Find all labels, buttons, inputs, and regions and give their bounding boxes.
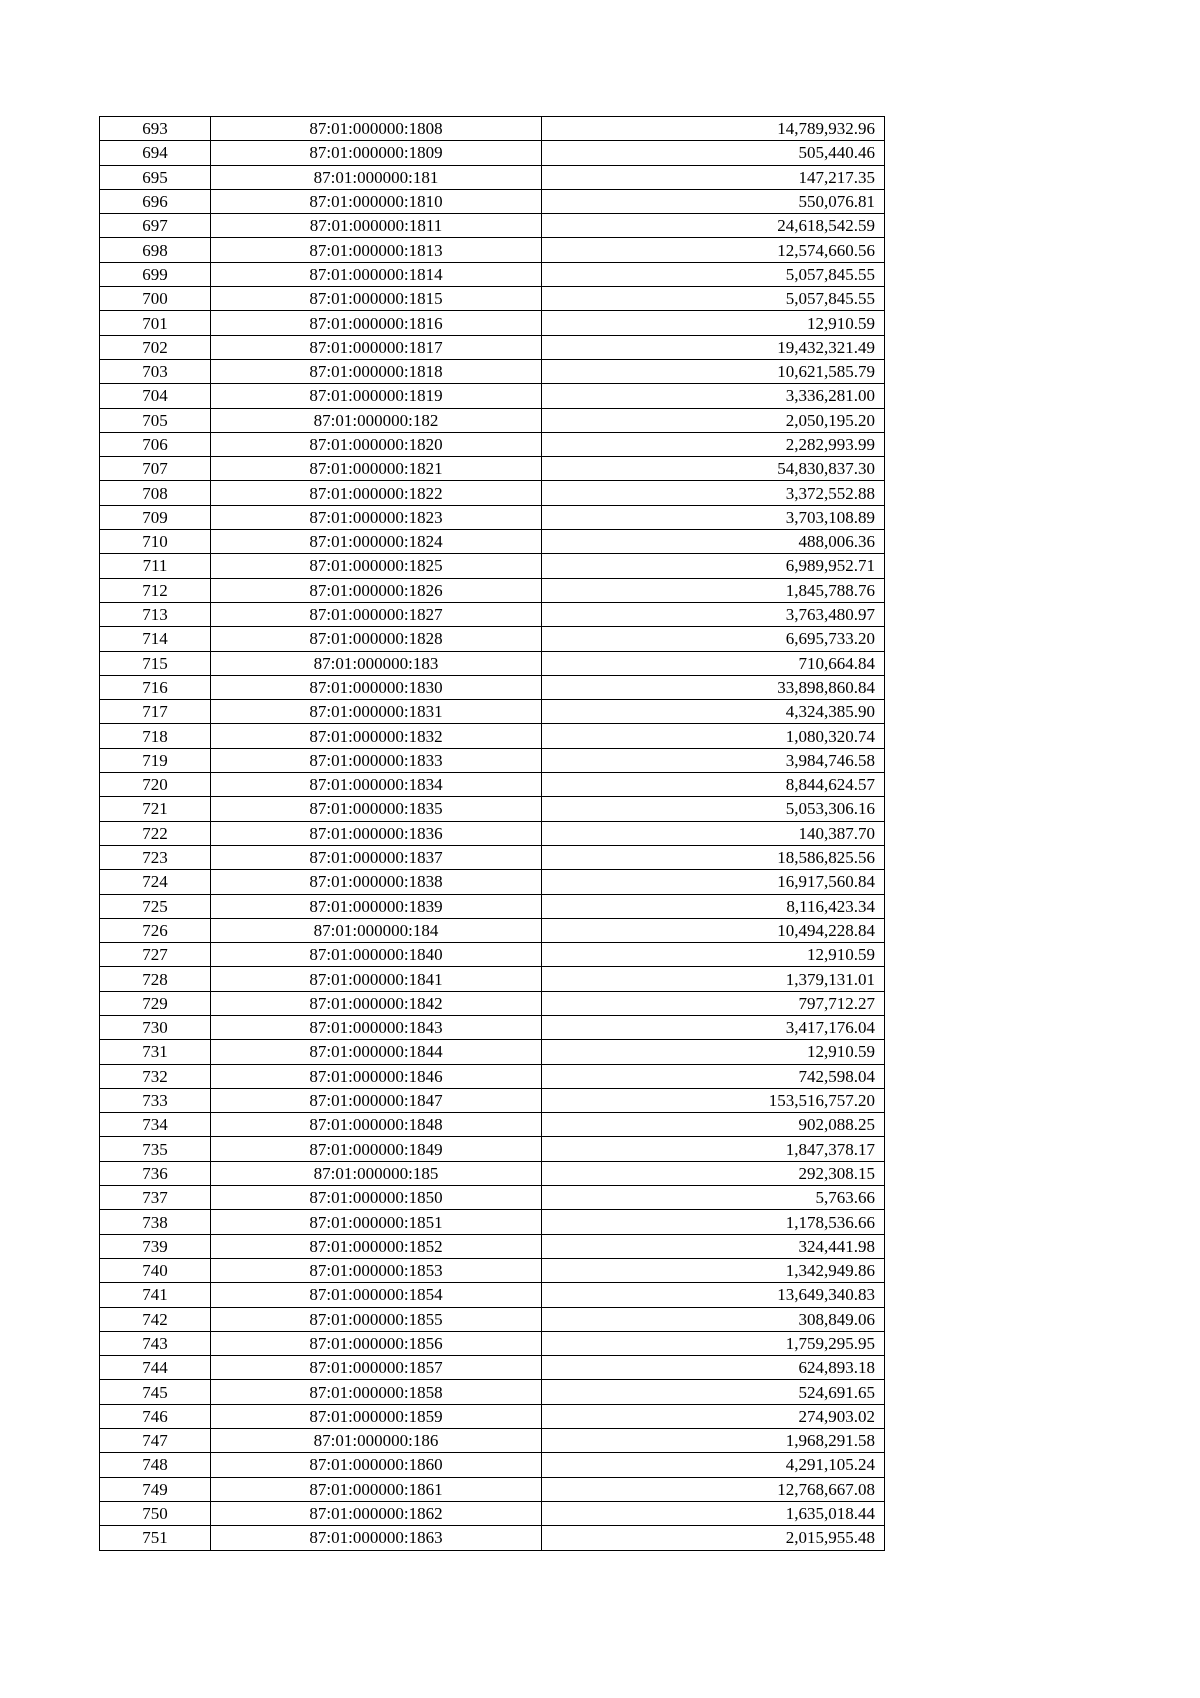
table-row	[100, 1234, 885, 1258]
row-number-cell: 740	[100, 1258, 211, 1282]
row-number-cell: 720	[100, 773, 211, 797]
row-number-cell: 722	[100, 821, 211, 845]
cadastral-id-cell: 87:01:000000:1816	[211, 311, 542, 335]
row-number-cell: 697	[100, 214, 211, 238]
value-cell: 4,324,385.90	[542, 700, 885, 724]
table-row	[100, 943, 885, 967]
table-row	[100, 845, 885, 869]
row-number-cell: 698	[100, 238, 211, 262]
cadastral-id-cell: 87:01:000000:1848	[211, 1113, 542, 1137]
row-number-cell: 693	[100, 117, 211, 141]
value-cell: 2,282,993.99	[542, 432, 885, 456]
value-cell: 902,088.25	[542, 1113, 885, 1137]
cadastral-id-cell: 87:01:000000:1814	[211, 262, 542, 286]
cadastral-id-cell: 87:01:000000:1857	[211, 1356, 542, 1380]
value-cell: 10,621,585.79	[542, 359, 885, 383]
row-number-cell: 727	[100, 943, 211, 967]
row-number-cell: 705	[100, 408, 211, 432]
cadastral-id-cell: 87:01:000000:1843	[211, 1015, 542, 1039]
cadastral-id-cell: 87:01:000000:1859	[211, 1404, 542, 1428]
cadastral-id-cell: 87:01:000000:1832	[211, 724, 542, 748]
table-row	[100, 141, 885, 165]
table-row	[100, 578, 885, 602]
value-cell: 5,057,845.55	[542, 287, 885, 311]
row-number-cell: 749	[100, 1477, 211, 1501]
cadastral-id-cell: 87:01:000000:181	[211, 165, 542, 189]
value-cell: 524,691.65	[542, 1380, 885, 1404]
row-number-cell: 742	[100, 1307, 211, 1331]
cadastral-id-cell: 87:01:000000:1817	[211, 335, 542, 359]
value-cell: 1,080,320.74	[542, 724, 885, 748]
cadastral-id-cell: 87:01:000000:1860	[211, 1453, 542, 1477]
value-cell: 147,217.35	[542, 165, 885, 189]
data-table	[99, 116, 885, 1551]
cadastral-id-cell: 87:01:000000:1824	[211, 530, 542, 554]
cadastral-id-cell: 87:01:000000:1844	[211, 1040, 542, 1064]
cadastral-id-cell: 87:01:000000:1841	[211, 967, 542, 991]
value-cell: 13,649,340.83	[542, 1283, 885, 1307]
cadastral-id-cell: 87:01:000000:182	[211, 408, 542, 432]
table-row	[100, 1137, 885, 1161]
table-row	[100, 214, 885, 238]
value-cell: 5,057,845.55	[542, 262, 885, 286]
value-cell: 3,372,552.88	[542, 481, 885, 505]
value-cell: 6,989,952.71	[542, 554, 885, 578]
table-row	[100, 1258, 885, 1282]
table-row	[100, 1404, 885, 1428]
table-row	[100, 530, 885, 554]
value-cell: 10,494,228.84	[542, 918, 885, 942]
table-row	[100, 1113, 885, 1137]
table-row	[100, 432, 885, 456]
cadastral-id-cell: 87:01:000000:1818	[211, 359, 542, 383]
cadastral-id-cell: 87:01:000000:1839	[211, 894, 542, 918]
row-number-cell: 735	[100, 1137, 211, 1161]
value-cell: 1,178,536.66	[542, 1210, 885, 1234]
value-cell: 3,703,108.89	[542, 505, 885, 529]
row-number-cell: 734	[100, 1113, 211, 1137]
value-cell: 8,844,624.57	[542, 773, 885, 797]
value-cell: 274,903.02	[542, 1404, 885, 1428]
table-row	[100, 505, 885, 529]
cadastral-id-cell: 87:01:000000:1849	[211, 1137, 542, 1161]
row-number-cell: 717	[100, 700, 211, 724]
row-number-cell: 748	[100, 1453, 211, 1477]
row-number-cell: 702	[100, 335, 211, 359]
value-cell: 1,759,295.95	[542, 1331, 885, 1355]
value-cell: 550,076.81	[542, 189, 885, 213]
cadastral-id-cell: 87:01:000000:1825	[211, 554, 542, 578]
row-number-cell: 743	[100, 1331, 211, 1355]
table-row	[100, 724, 885, 748]
cadastral-id-cell: 87:01:000000:1833	[211, 748, 542, 772]
cadastral-id-cell: 87:01:000000:1821	[211, 457, 542, 481]
table-row	[100, 1429, 885, 1453]
row-number-cell: 715	[100, 651, 211, 675]
cadastral-id-cell: 87:01:000000:1820	[211, 432, 542, 456]
table-row	[100, 1210, 885, 1234]
cadastral-id-cell: 87:01:000000:1815	[211, 287, 542, 311]
table-row	[100, 894, 885, 918]
value-cell: 710,664.84	[542, 651, 885, 675]
cadastral-id-cell: 87:01:000000:183	[211, 651, 542, 675]
row-number-cell: 723	[100, 845, 211, 869]
table-row	[100, 1307, 885, 1331]
table-row	[100, 408, 885, 432]
cadastral-id-cell: 87:01:000000:1851	[211, 1210, 542, 1234]
cadastral-id-cell: 87:01:000000:1834	[211, 773, 542, 797]
value-cell: 8,116,423.34	[542, 894, 885, 918]
value-cell: 12,574,660.56	[542, 238, 885, 262]
value-cell: 33,898,860.84	[542, 675, 885, 699]
row-number-cell: 726	[100, 918, 211, 942]
table-body	[100, 117, 885, 1551]
row-number-cell: 738	[100, 1210, 211, 1234]
cadastral-id-cell: 87:01:000000:1855	[211, 1307, 542, 1331]
table-row	[100, 457, 885, 481]
value-cell: 12,910.59	[542, 1040, 885, 1064]
row-number-cell: 714	[100, 627, 211, 651]
value-cell: 3,417,176.04	[542, 1015, 885, 1039]
value-cell: 12,910.59	[542, 311, 885, 335]
table-row	[100, 1477, 885, 1501]
value-cell: 6,695,733.20	[542, 627, 885, 651]
cadastral-id-cell: 87:01:000000:1810	[211, 189, 542, 213]
row-number-cell: 731	[100, 1040, 211, 1064]
row-number-cell: 713	[100, 602, 211, 626]
row-number-cell: 696	[100, 189, 211, 213]
table-row	[100, 1380, 885, 1404]
cadastral-id-cell: 87:01:000000:1828	[211, 627, 542, 651]
row-number-cell: 745	[100, 1380, 211, 1404]
value-cell: 4,291,105.24	[542, 1453, 885, 1477]
cadastral-id-cell: 87:01:000000:185	[211, 1161, 542, 1185]
cadastral-id-cell: 87:01:000000:1863	[211, 1526, 542, 1550]
value-cell: 624,893.18	[542, 1356, 885, 1380]
table-row	[100, 335, 885, 359]
row-number-cell: 701	[100, 311, 211, 335]
table-row	[100, 602, 885, 626]
row-number-cell: 703	[100, 359, 211, 383]
row-number-cell: 711	[100, 554, 211, 578]
value-cell: 1,635,018.44	[542, 1501, 885, 1525]
row-number-cell: 736	[100, 1161, 211, 1185]
cadastral-id-cell: 87:01:000000:1846	[211, 1064, 542, 1088]
row-number-cell: 700	[100, 287, 211, 311]
cadastral-id-cell: 87:01:000000:1826	[211, 578, 542, 602]
value-cell: 54,830,837.30	[542, 457, 885, 481]
table-row	[100, 1186, 885, 1210]
value-cell: 140,387.70	[542, 821, 885, 845]
row-number-cell: 747	[100, 1429, 211, 1453]
cadastral-id-cell: 87:01:000000:1808	[211, 117, 542, 141]
cadastral-id-cell: 87:01:000000:1852	[211, 1234, 542, 1258]
row-number-cell: 746	[100, 1404, 211, 1428]
table-row	[100, 1526, 885, 1550]
cadastral-id-cell: 87:01:000000:1837	[211, 845, 542, 869]
row-number-cell: 709	[100, 505, 211, 529]
value-cell: 1,847,378.17	[542, 1137, 885, 1161]
table-row	[100, 359, 885, 383]
row-number-cell: 707	[100, 457, 211, 481]
table-row	[100, 797, 885, 821]
row-number-cell: 744	[100, 1356, 211, 1380]
table-row	[100, 967, 885, 991]
cadastral-id-cell: 87:01:000000:1842	[211, 991, 542, 1015]
cadastral-id-cell: 87:01:000000:184	[211, 918, 542, 942]
value-cell: 1,342,949.86	[542, 1258, 885, 1282]
row-number-cell: 732	[100, 1064, 211, 1088]
row-number-cell: 719	[100, 748, 211, 772]
table-row	[100, 1283, 885, 1307]
value-cell: 153,516,757.20	[542, 1088, 885, 1112]
cadastral-id-cell: 87:01:000000:1853	[211, 1258, 542, 1282]
table-row	[100, 700, 885, 724]
cadastral-id-cell: 87:01:000000:1813	[211, 238, 542, 262]
table-row	[100, 238, 885, 262]
row-number-cell: 737	[100, 1186, 211, 1210]
value-cell: 797,712.27	[542, 991, 885, 1015]
value-cell: 308,849.06	[542, 1307, 885, 1331]
row-number-cell: 730	[100, 1015, 211, 1039]
row-number-cell: 725	[100, 894, 211, 918]
cadastral-id-cell: 87:01:000000:1850	[211, 1186, 542, 1210]
table-row	[100, 384, 885, 408]
row-number-cell: 739	[100, 1234, 211, 1258]
table-row	[100, 1015, 885, 1039]
value-cell: 2,015,955.48	[542, 1526, 885, 1550]
cadastral-id-cell: 87:01:000000:1822	[211, 481, 542, 505]
value-cell: 1,968,291.58	[542, 1429, 885, 1453]
cadastral-id-cell: 87:01:000000:1823	[211, 505, 542, 529]
value-cell: 12,768,667.08	[542, 1477, 885, 1501]
row-number-cell: 721	[100, 797, 211, 821]
table-row	[100, 918, 885, 942]
row-number-cell: 733	[100, 1088, 211, 1112]
cadastral-id-cell: 87:01:000000:1819	[211, 384, 542, 408]
table-row	[100, 773, 885, 797]
table-row	[100, 1453, 885, 1477]
table-row	[100, 189, 885, 213]
table-row	[100, 1331, 885, 1355]
value-cell: 324,441.98	[542, 1234, 885, 1258]
value-cell: 24,618,542.59	[542, 214, 885, 238]
value-cell: 505,440.46	[542, 141, 885, 165]
table-row	[100, 1161, 885, 1185]
cadastral-id-cell: 87:01:000000:1856	[211, 1331, 542, 1355]
table-row	[100, 481, 885, 505]
value-cell: 3,763,480.97	[542, 602, 885, 626]
cadastral-id-cell: 87:01:000000:1847	[211, 1088, 542, 1112]
row-number-cell: 750	[100, 1501, 211, 1525]
table-row	[100, 748, 885, 772]
row-number-cell: 712	[100, 578, 211, 602]
cadastral-id-cell: 87:01:000000:1811	[211, 214, 542, 238]
value-cell: 1,379,131.01	[542, 967, 885, 991]
cadastral-id-cell: 87:01:000000:1827	[211, 602, 542, 626]
value-cell: 292,308.15	[542, 1161, 885, 1185]
row-number-cell: 694	[100, 141, 211, 165]
table-row	[100, 1501, 885, 1525]
table-row	[100, 117, 885, 141]
table-row	[100, 1064, 885, 1088]
cadastral-id-cell: 87:01:000000:1861	[211, 1477, 542, 1501]
table-row	[100, 1088, 885, 1112]
cadastral-id-cell: 87:01:000000:1809	[211, 141, 542, 165]
value-cell: 5,763.66	[542, 1186, 885, 1210]
row-number-cell: 724	[100, 870, 211, 894]
cadastral-id-cell: 87:01:000000:1836	[211, 821, 542, 845]
table-row	[100, 627, 885, 651]
row-number-cell: 741	[100, 1283, 211, 1307]
cadastral-id-cell: 87:01:000000:1854	[211, 1283, 542, 1307]
row-number-cell: 751	[100, 1526, 211, 1550]
table-row	[100, 1040, 885, 1064]
table-row	[100, 1356, 885, 1380]
value-cell: 18,586,825.56	[542, 845, 885, 869]
row-number-cell: 718	[100, 724, 211, 748]
cadastral-id-cell: 87:01:000000:186	[211, 1429, 542, 1453]
table-row	[100, 165, 885, 189]
cadastral-id-cell: 87:01:000000:1838	[211, 870, 542, 894]
row-number-cell: 708	[100, 481, 211, 505]
table-row	[100, 675, 885, 699]
table-row	[100, 870, 885, 894]
value-cell: 1,845,788.76	[542, 578, 885, 602]
row-number-cell: 710	[100, 530, 211, 554]
row-number-cell: 728	[100, 967, 211, 991]
value-cell: 742,598.04	[542, 1064, 885, 1088]
cadastral-id-cell: 87:01:000000:1858	[211, 1380, 542, 1404]
cadastral-id-cell: 87:01:000000:1840	[211, 943, 542, 967]
table-row	[100, 311, 885, 335]
row-number-cell: 706	[100, 432, 211, 456]
row-number-cell: 716	[100, 675, 211, 699]
table-row	[100, 554, 885, 578]
value-cell: 3,984,746.58	[542, 748, 885, 772]
value-cell: 488,006.36	[542, 530, 885, 554]
table-row	[100, 262, 885, 286]
cadastral-id-cell: 87:01:000000:1835	[211, 797, 542, 821]
cadastral-id-cell: 87:01:000000:1830	[211, 675, 542, 699]
row-number-cell: 699	[100, 262, 211, 286]
value-cell: 19,432,321.49	[542, 335, 885, 359]
value-cell: 2,050,195.20	[542, 408, 885, 432]
table-row	[100, 821, 885, 845]
value-cell: 12,910.59	[542, 943, 885, 967]
row-number-cell: 729	[100, 991, 211, 1015]
value-cell: 5,053,306.16	[542, 797, 885, 821]
cadastral-id-cell: 87:01:000000:1831	[211, 700, 542, 724]
row-number-cell: 704	[100, 384, 211, 408]
value-cell: 3,336,281.00	[542, 384, 885, 408]
table-row	[100, 991, 885, 1015]
value-cell: 14,789,932.96	[542, 117, 885, 141]
table-row	[100, 287, 885, 311]
table-row	[100, 651, 885, 675]
cadastral-id-cell: 87:01:000000:1862	[211, 1501, 542, 1525]
row-number-cell: 695	[100, 165, 211, 189]
value-cell: 16,917,560.84	[542, 870, 885, 894]
